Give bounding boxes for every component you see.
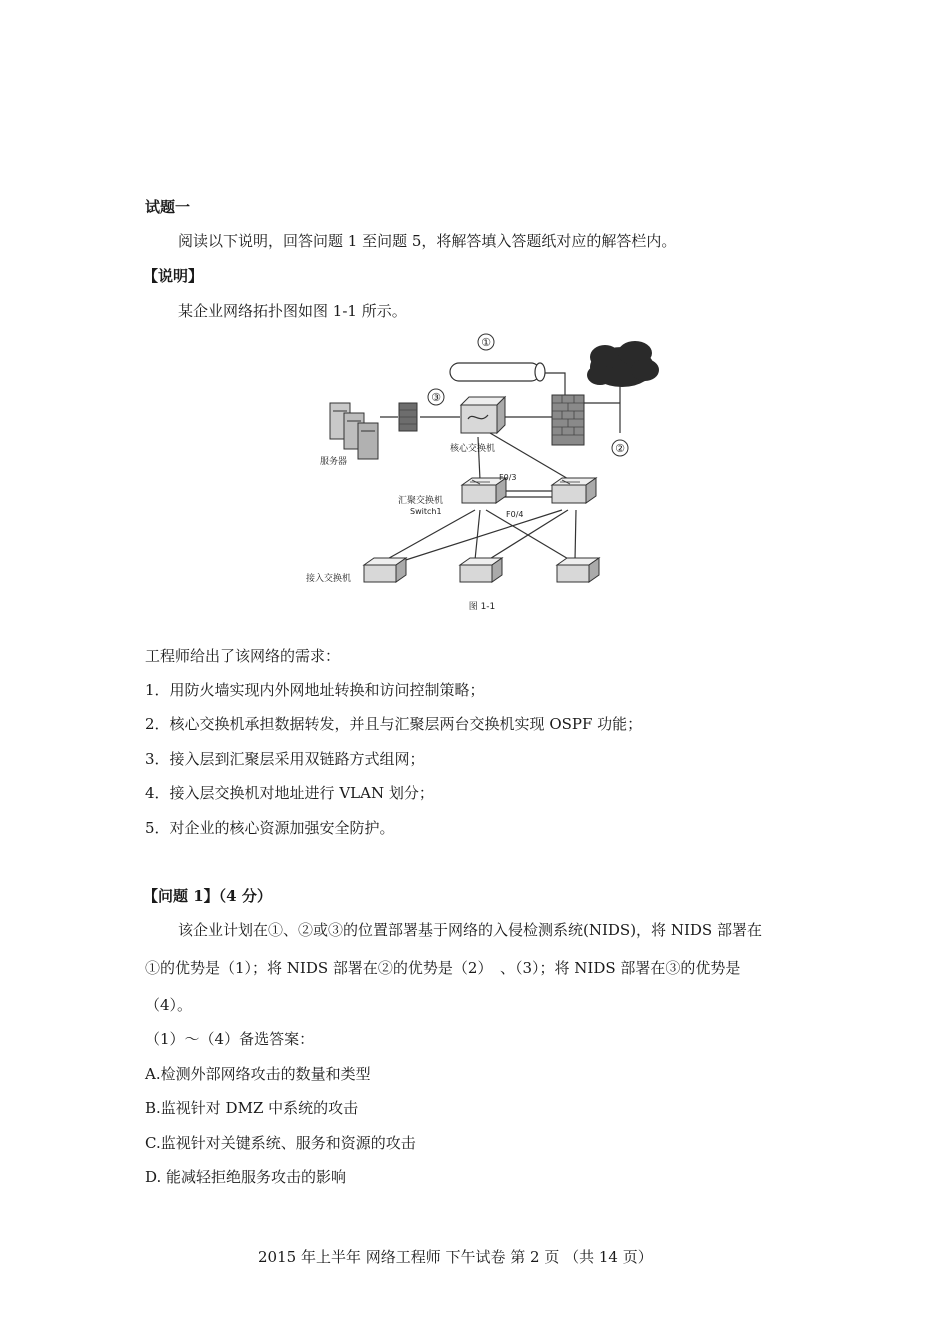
requirement-item: 2．核心交换机承担数据转发，并且与汇聚层两台交换机实现 OSPF 功能；: [145, 715, 643, 733]
page-footer: 2015 年上半年 网络工程师 下午试卷 第 2 页 （共 14 页）: [258, 1248, 653, 1266]
option-item: A.检测外部网络攻击的数量和类型: [145, 1065, 371, 1083]
access-switch-label: 接入交换机: [306, 574, 352, 584]
network-topology-figure: [300, 325, 670, 620]
port-f0-4-label: F0/4: [506, 510, 524, 519]
problem1-header: 【问题 1】（4 分）: [143, 887, 272, 905]
requirement-item: 4．接入层交换机对地址进行 VLAN 划分；: [145, 784, 434, 802]
option-item: B.监视针对 DMZ 中系统的攻击: [145, 1099, 359, 1117]
instruction: 阅读以下说明，回答问题 1 至问题 5，将解答填入答题纸对应的解答栏内。: [178, 232, 677, 250]
marker-1: ①: [481, 336, 491, 349]
figure-caption: 图 1-1: [468, 602, 496, 612]
requirement-item: 5．对企业的核心资源加强安全防护。: [145, 819, 395, 837]
problem1-text-line: 该企业计划在①、②或③的位置部署基于网络的入侵检测系统(NIDS)，将 NIDS 部署在: [178, 921, 762, 939]
server-firewall-icon: [399, 403, 417, 431]
options-header: （1）～（4）备选答案：: [145, 1030, 315, 1048]
description-text: 某企业网络拓扑图如图 1-1 所示。: [178, 302, 407, 320]
aggregation-switch-label: 汇聚交换机: [398, 496, 444, 506]
link-position-1: [450, 363, 545, 381]
aggregation-switch-2-icon: [552, 478, 596, 503]
question-title: 试题一: [145, 198, 191, 216]
marker-3: ③: [431, 391, 441, 404]
description-header: 【说明】: [143, 267, 204, 285]
option-item: C.监视针对关键系统、服务和资源的攻击: [145, 1134, 416, 1152]
requirement-item: 3．接入层到汇聚层采用双链路方式组网；: [145, 750, 425, 768]
problem1-text-line: （4）。: [145, 996, 193, 1014]
core-switch-label: 核心交换机: [450, 444, 496, 454]
aggregation-switch-sublabel: Switch1: [410, 507, 442, 516]
access-switch-1-icon: [364, 558, 406, 582]
access-switch-3-icon: [557, 558, 599, 582]
core-switch-icon: [461, 397, 505, 433]
option-item: D. 能减轻拒绝服务攻击的影响: [145, 1168, 347, 1186]
access-switch-2-icon: [460, 558, 502, 582]
firewall-icon: [552, 395, 584, 445]
problem1-text-line: ①的优势是（1）；将 NIDS 部署在②的优势是（2） 、（3）；将 NIDS 部署在③的优势是: [145, 959, 741, 977]
requirements-intro: 工程师给出了该网络的需求：: [145, 647, 341, 665]
server-label: 服务器: [320, 457, 348, 467]
marker-2: ②: [615, 442, 625, 455]
server-icon: [330, 403, 378, 459]
internet-cloud-icon: [587, 341, 659, 387]
port-f0-3-label: F0/3: [499, 473, 517, 482]
requirement-item: 1．用防火墙实现内外网地址转换和访问控制策略；: [145, 681, 485, 699]
